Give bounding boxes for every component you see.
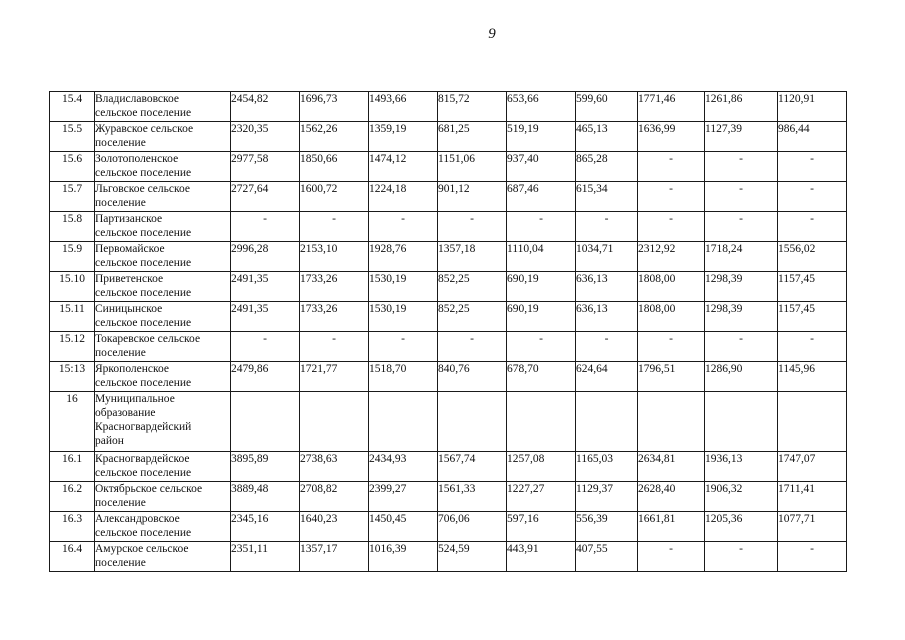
settlement-name: Приветенское сельское поселение — [95, 272, 231, 302]
value-cell: 1936,13 — [705, 452, 778, 482]
value-cell: - — [705, 212, 778, 242]
value-cell: 2345,16 — [231, 512, 300, 542]
value-cell: 1151,06 — [438, 152, 507, 182]
table-body — [50, 92, 847, 572]
value-cell: 556,39 — [576, 512, 638, 542]
row-number: 15.7 — [50, 182, 95, 212]
value-cell: 1600,72 — [300, 182, 369, 212]
value-cell: 706,06 — [438, 512, 507, 542]
value-cell: 1636,99 — [638, 122, 705, 152]
value-cell: 1561,33 — [438, 482, 507, 512]
value-cell — [300, 392, 369, 452]
value-cell: 1808,00 — [638, 272, 705, 302]
table-row — [50, 182, 847, 212]
value-cell: 2977,58 — [231, 152, 300, 182]
value-cell: 1298,39 — [705, 272, 778, 302]
value-cell: - — [231, 212, 300, 242]
row-number: 15.6 — [50, 152, 95, 182]
value-cell: - — [638, 542, 705, 572]
value-cell: 1518,70 — [369, 362, 438, 392]
settlement-name: Синицынское сельское поселение — [95, 302, 231, 332]
value-cell: - — [369, 332, 438, 362]
value-cell: 1165,03 — [576, 452, 638, 482]
settlement-name: Первомайское сельское поселение — [95, 242, 231, 272]
row-number: 15.8 — [50, 212, 95, 242]
value-cell: 1661,81 — [638, 512, 705, 542]
value-cell: 1733,26 — [300, 302, 369, 332]
settlement-name: Золотополенское сельское поселение — [95, 152, 231, 182]
settlement-name: Красногвардейское сельское поселение — [95, 452, 231, 482]
value-cell: 986,44 — [778, 122, 847, 152]
value-cell: 3889,48 — [231, 482, 300, 512]
settlement-name: Муниципальное образование Красногвардейский район — [95, 392, 231, 452]
value-cell: 901,12 — [438, 182, 507, 212]
value-cell: 3895,89 — [231, 452, 300, 482]
value-cell: 2479,86 — [231, 362, 300, 392]
value-cell: 1530,19 — [369, 302, 438, 332]
value-cell: 1016,39 — [369, 542, 438, 572]
value-cell: 678,70 — [507, 362, 576, 392]
value-cell: 1556,02 — [778, 242, 847, 272]
value-cell: 636,13 — [576, 272, 638, 302]
value-cell: 2434,93 — [369, 452, 438, 482]
value-cell — [576, 392, 638, 452]
value-cell: 1562,26 — [300, 122, 369, 152]
table-row — [50, 542, 847, 572]
value-cell: 2454,82 — [231, 92, 300, 122]
value-cell: 1850,66 — [300, 152, 369, 182]
value-cell: 597,16 — [507, 512, 576, 542]
value-cell: 1696,73 — [300, 92, 369, 122]
value-cell: - — [638, 152, 705, 182]
value-cell: 1357,18 — [438, 242, 507, 272]
row-number: 16.3 — [50, 512, 95, 542]
table-row — [50, 212, 847, 242]
value-cell: 2727,64 — [231, 182, 300, 212]
settlement-name: Владиславовское сельское поселение — [95, 92, 231, 122]
value-cell: 636,13 — [576, 302, 638, 332]
value-cell: 1928,76 — [369, 242, 438, 272]
table-row — [50, 332, 847, 362]
value-cell: - — [438, 212, 507, 242]
value-cell: 937,40 — [507, 152, 576, 182]
value-cell: 599,60 — [576, 92, 638, 122]
settlement-name: Токаревское сельское поселение — [95, 332, 231, 362]
value-cell: 407,55 — [576, 542, 638, 572]
table-row — [50, 362, 847, 392]
value-cell: 2153,10 — [300, 242, 369, 272]
row-number: 16.4 — [50, 542, 95, 572]
value-cell: 1157,45 — [778, 302, 847, 332]
value-cell: 1077,71 — [778, 512, 847, 542]
value-cell: - — [778, 332, 847, 362]
value-cell: 852,25 — [438, 302, 507, 332]
value-cell: - — [778, 182, 847, 212]
value-cell: 2628,40 — [638, 482, 705, 512]
settlement-name: Льговское сельское поселение — [95, 182, 231, 212]
value-cell: - — [778, 542, 847, 572]
value-cell: 1357,17 — [300, 542, 369, 572]
value-cell: 1906,32 — [705, 482, 778, 512]
row-number: 15.5 — [50, 122, 95, 152]
table-row — [50, 512, 847, 542]
value-cell: - — [507, 212, 576, 242]
value-cell: 1808,00 — [638, 302, 705, 332]
value-cell: 524,59 — [438, 542, 507, 572]
value-cell: - — [438, 332, 507, 362]
value-cell: 2996,28 — [231, 242, 300, 272]
value-cell: - — [300, 332, 369, 362]
page-number: 9 — [488, 26, 496, 42]
value-cell: 687,46 — [507, 182, 576, 212]
value-cell — [778, 392, 847, 452]
row-number: 16.1 — [50, 452, 95, 482]
value-cell: - — [369, 212, 438, 242]
row-number: 15.11 — [50, 302, 95, 332]
value-cell: 690,19 — [507, 272, 576, 302]
value-cell: - — [638, 182, 705, 212]
value-cell: - — [778, 212, 847, 242]
settlement-name: Партизанское сельское поселение — [95, 212, 231, 242]
value-cell: 1567,74 — [438, 452, 507, 482]
table-row — [50, 92, 847, 122]
value-cell — [438, 392, 507, 452]
value-cell: - — [705, 332, 778, 362]
value-cell: 1205,36 — [705, 512, 778, 542]
value-cell: - — [778, 152, 847, 182]
value-cell: 1359,19 — [369, 122, 438, 152]
value-cell: 1257,08 — [507, 452, 576, 482]
row-number: 15.12 — [50, 332, 95, 362]
value-cell: - — [507, 332, 576, 362]
value-cell: - — [576, 212, 638, 242]
value-cell: - — [705, 152, 778, 182]
row-number: 15:13 — [50, 362, 95, 392]
value-cell: 690,19 — [507, 302, 576, 332]
settlement-name: Александровское сельское поселение — [95, 512, 231, 542]
value-cell: 865,28 — [576, 152, 638, 182]
settlement-name: Амурское сельское поселение — [95, 542, 231, 572]
value-cell: 2708,82 — [300, 482, 369, 512]
value-cell: 840,76 — [438, 362, 507, 392]
value-cell: 1474,12 — [369, 152, 438, 182]
value-cell — [507, 392, 576, 452]
value-cell: 1127,39 — [705, 122, 778, 152]
settlement-name: Октябрьское сельское поселение — [95, 482, 231, 512]
value-cell: - — [231, 332, 300, 362]
value-cell: 1286,90 — [705, 362, 778, 392]
table-row — [50, 272, 847, 302]
value-cell: 1747,07 — [778, 452, 847, 482]
row-number: 16 — [50, 392, 95, 452]
value-cell — [705, 392, 778, 452]
value-cell: 465,13 — [576, 122, 638, 152]
value-cell: - — [705, 182, 778, 212]
value-cell: 2312,92 — [638, 242, 705, 272]
value-cell: - — [638, 212, 705, 242]
value-cell: - — [705, 542, 778, 572]
value-cell: 1796,51 — [638, 362, 705, 392]
value-cell: 1145,96 — [778, 362, 847, 392]
value-cell: - — [638, 332, 705, 362]
row-number: 15.4 — [50, 92, 95, 122]
value-cell: 2634,81 — [638, 452, 705, 482]
value-cell: 1157,45 — [778, 272, 847, 302]
value-cell — [369, 392, 438, 452]
value-cell — [638, 392, 705, 452]
value-cell: 2491,35 — [231, 272, 300, 302]
table-row — [50, 302, 847, 332]
value-cell: 1298,39 — [705, 302, 778, 332]
value-cell — [231, 392, 300, 452]
value-cell: 1227,27 — [507, 482, 576, 512]
table-row — [50, 152, 847, 182]
row-number: 16.2 — [50, 482, 95, 512]
settlement-name: Яркополенское сельское поселение — [95, 362, 231, 392]
value-cell: 2320,35 — [231, 122, 300, 152]
value-cell: 2351,11 — [231, 542, 300, 572]
value-cell: 519,19 — [507, 122, 576, 152]
value-cell: 1261,86 — [705, 92, 778, 122]
value-cell: 443,91 — [507, 542, 576, 572]
value-cell: 2738,63 — [300, 452, 369, 482]
value-cell: 1733,26 — [300, 272, 369, 302]
value-cell: 2399,27 — [369, 482, 438, 512]
value-cell: 1129,37 — [576, 482, 638, 512]
table-row — [50, 242, 847, 272]
value-cell: - — [576, 332, 638, 362]
value-cell: - — [300, 212, 369, 242]
value-cell: 653,66 — [507, 92, 576, 122]
value-cell: 1640,23 — [300, 512, 369, 542]
value-cell: 615,34 — [576, 182, 638, 212]
value-cell: 681,25 — [438, 122, 507, 152]
value-cell: 1110,04 — [507, 242, 576, 272]
row-number: 15.10 — [50, 272, 95, 302]
table-row — [50, 482, 847, 512]
value-cell: 1530,19 — [369, 272, 438, 302]
value-cell: 624,64 — [576, 362, 638, 392]
table-row — [50, 452, 847, 482]
value-cell: 1120,91 — [778, 92, 847, 122]
value-cell: 1450,45 — [369, 512, 438, 542]
settlement-name: Журавское сельское поселение — [95, 122, 231, 152]
value-cell: 1721,77 — [300, 362, 369, 392]
table-row — [50, 122, 847, 152]
value-cell: 1224,18 — [369, 182, 438, 212]
value-cell: 852,25 — [438, 272, 507, 302]
value-cell: 2491,35 — [231, 302, 300, 332]
value-cell: 1034,71 — [576, 242, 638, 272]
price-table — [49, 91, 847, 572]
value-cell: 1718,24 — [705, 242, 778, 272]
table-row — [50, 392, 847, 452]
row-number: 15.9 — [50, 242, 95, 272]
value-cell: 815,72 — [438, 92, 507, 122]
value-cell: 1493,66 — [369, 92, 438, 122]
value-cell: 1711,41 — [778, 482, 847, 512]
value-cell: 1771,46 — [638, 92, 705, 122]
